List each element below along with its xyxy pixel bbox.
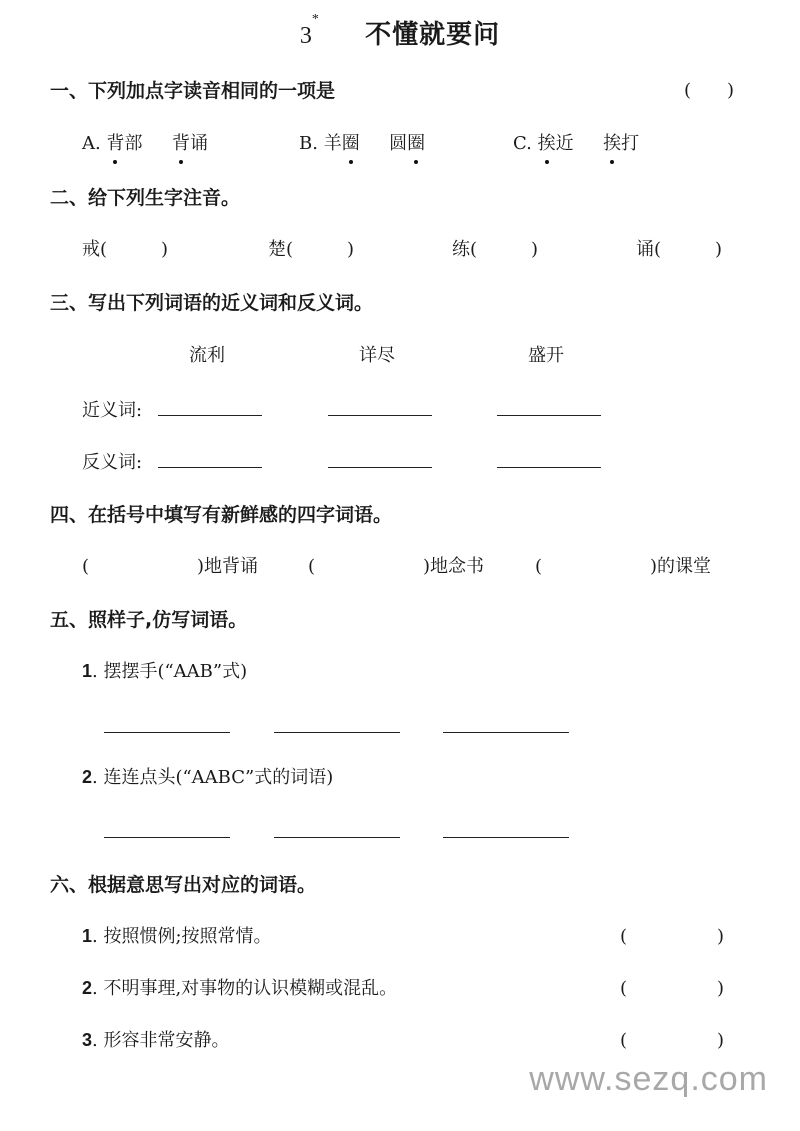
meaning-answer-3[interactable]: ( ) xyxy=(620,1030,725,1051)
word-1: 流利 xyxy=(189,345,225,366)
pinyin-item-4[interactable]: 诵( ) xyxy=(636,239,723,260)
antonym-blank-1[interactable] xyxy=(158,467,262,468)
antonym-blank-2[interactable] xyxy=(328,467,432,468)
fill-phrase-3[interactable]: ( )的课堂 xyxy=(535,556,712,577)
option-a[interactable]: A. 背部 背诵 xyxy=(82,129,208,155)
fill-phrase-2[interactable]: ( )地念书 xyxy=(308,556,485,577)
aab-blank-1[interactable] xyxy=(104,732,230,733)
watermark: www.sezq.com xyxy=(529,1060,768,1098)
option-b[interactable]: B. 羊圈 圆圈 xyxy=(299,129,425,155)
aabc-blank-3[interactable] xyxy=(443,837,569,838)
synonym-label: 近义词: xyxy=(82,400,143,421)
aabc-blank-1[interactable] xyxy=(104,837,230,838)
lesson-title: 不懂就要问 xyxy=(365,20,501,50)
option-c[interactable]: C. 挨近 挨打 xyxy=(513,129,639,155)
section-3-heading: 三、写出下列词语的近义词和反义词。 xyxy=(50,292,374,314)
lesson-number: 3* xyxy=(299,12,319,49)
example-1: 1. 摆摆手(“AAB”式) xyxy=(82,661,248,682)
section-1-answer-paren[interactable]: ( ) xyxy=(684,80,735,101)
section-4-heading: 四、在括号中填写有新鲜感的四字词语。 xyxy=(50,504,393,526)
synonym-blank-2[interactable] xyxy=(328,415,432,416)
synonym-blank-1[interactable] xyxy=(158,415,262,416)
meaning-item-2: 2. 不明事理,对事物的认识模糊或混乱。 xyxy=(82,978,398,999)
section-6-heading: 六、根据意思写出对应的词语。 xyxy=(50,874,317,896)
antonym-label: 反义词: xyxy=(82,452,143,473)
aabc-blank-2[interactable] xyxy=(274,837,400,838)
fill-phrase-1[interactable]: ( )地背诵 xyxy=(82,556,259,577)
section-5-heading: 五、照样子,仿写词语。 xyxy=(50,609,248,631)
meaning-answer-1[interactable]: ( ) xyxy=(620,926,725,947)
meaning-answer-2[interactable]: ( ) xyxy=(620,978,725,999)
section-2-heading: 二、给下列生字注音。 xyxy=(50,187,241,209)
pinyin-item-1[interactable]: 戒( ) xyxy=(82,239,169,260)
word-3: 盛开 xyxy=(528,345,564,366)
section-1-heading: 一、下列加点字读音相同的一项是 xyxy=(50,80,336,102)
meaning-item-1: 1. 按照惯例;按照常情。 xyxy=(82,926,272,947)
antonym-blank-3[interactable] xyxy=(497,467,601,468)
aab-blank-3[interactable] xyxy=(443,732,569,733)
example-2: 2. 连连点头(“AABC”式的词语) xyxy=(82,767,334,788)
word-2: 详尽 xyxy=(359,345,395,366)
aab-blank-2[interactable] xyxy=(274,732,400,733)
page-title xyxy=(0,14,800,51)
pinyin-item-3[interactable]: 练( ) xyxy=(452,239,539,260)
synonym-blank-3[interactable] xyxy=(497,415,601,416)
meaning-item-3: 3. 形容非常安静。 xyxy=(82,1030,230,1051)
pinyin-item-2[interactable]: 楚( ) xyxy=(268,239,355,260)
